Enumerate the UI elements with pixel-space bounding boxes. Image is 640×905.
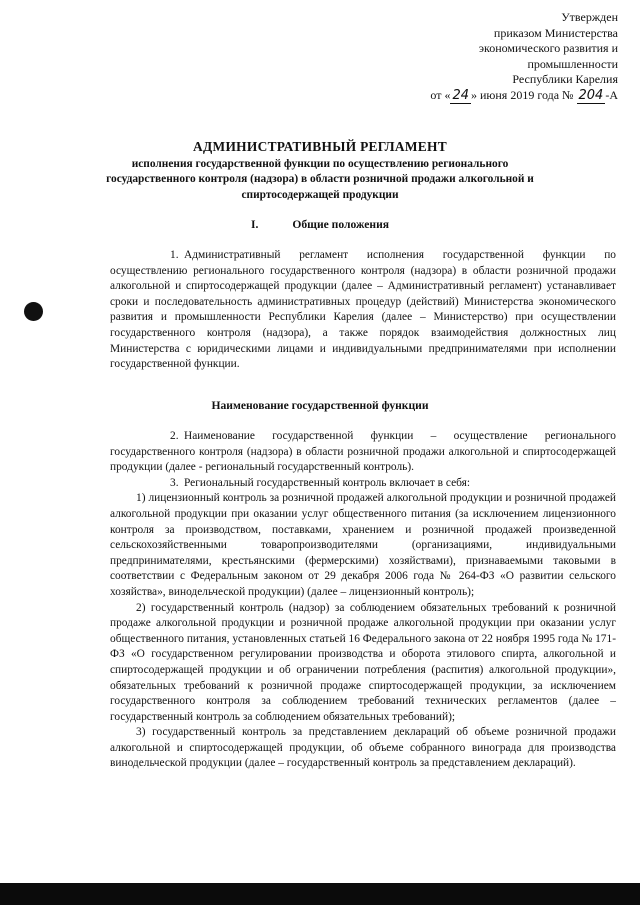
paragraph-block-2	[110, 429, 616, 772]
document-subtitle: исполнения государственной функции по осуществлению регионального государственного контроля (надзора) в области розничной продажи алкогольной и спиртосодержащей продукции	[106, 158, 534, 201]
list-item: 1) лицензионный контроль за розничной продажей алкогольной продукции и розничной продажей алкогольной продукции при оказании услуг общественного питания (за исключением лицензионного контроля за производством, поставками, хранением и розничной продажей произведенной сельскохозяйственными товаропроизводителями (организациями, индивидуальными предпринимателями, крестьянскими (фермерскими) хозяйствами), признаваемыми таковыми в соответствии с Федеральным законом от 29 декабря 2006 года № 264-ФЗ «О развитии сельского хозяйства», винодельческой продукции) (далее – лицензионный контроль);	[110, 492, 616, 598]
paragraph-number: 3.	[170, 476, 179, 489]
paragraph	[110, 476, 616, 492]
document-title: АДМИНИСТРАТИВНЫЙ РЕГЛАМЕНТ	[193, 139, 447, 154]
approval-date-line	[358, 88, 618, 104]
paragraph	[110, 248, 616, 373]
paragraph	[110, 429, 616, 476]
document-title-block	[100, 139, 540, 203]
handwritten-order-number: 204	[578, 87, 604, 103]
list-item: 3) государственный контроль за представлением деклараций об объеме розничной продажи алкогольной и спиртосодержащей продукции, об объеме собранного винограда для производства винодельческой продукции (далее – государственный контроль за представлением деклараций).	[110, 726, 616, 770]
section-title: Общие положения	[292, 218, 390, 231]
section-number: I.	[250, 218, 259, 231]
subsection-heading: Наименование государственной функции	[211, 399, 429, 412]
paragraph-text: Региональный государственный контроль включает в себя:	[184, 476, 471, 489]
paragraph-text: Административный регламент исполнения государственной функции по осуществлению регионального государственного контроля (надзора) в области розничной продажи алкогольной и спиртосодержащей продукции (далее – Административный регламент) устанавливает сроки и последовательность административных процедур (действий) Министерства экономического развития и промышленности Республики Карелия (далее – Министерство) при осуществлении государственного контроля (надзора), а также порядок взаимодействия должностных лиц Министерства с юридическими лицами и индивидуальными предпринимателями при исполнении государственной функции.	[110, 249, 616, 371]
handwritten-day: 24	[452, 87, 469, 103]
approval-stamp	[358, 10, 618, 104]
date-middle: » июня 2019 года №	[471, 87, 574, 102]
scan-border	[0, 883, 640, 905]
section-heading	[0, 218, 640, 231]
paragraph-block-1	[110, 248, 616, 373]
approval-line: экономического развития и	[478, 41, 618, 56]
punch-hole	[24, 302, 43, 321]
approval-line: промышленности	[527, 56, 618, 71]
paragraph-number: 1.	[170, 249, 179, 261]
paragraph-number: 2.	[170, 430, 179, 442]
approval-line: Утвержден	[561, 10, 618, 24]
approval-line: приказом Министерства	[493, 25, 618, 40]
list-item: 2) государственный контроль (надзор) за соблюдением обязательных требований к розничной продаже алкогольной продукции и розничной продаже алкогольной продукции при оказании услуг общественного питания, установленных статьей 16 Федерального закона от 22 ноября 1995 года № 171-ФЗ «О государственном регулировании производства и оборота этилового спирта, алкогольной и спиртосодержащей продукции и об ограничении потребления (распития) алкогольной продукции», обязательных требований к розничной продаже спиртосодержащей продукции, за исключением государственного контроля за соблюдением требований технических регламентов (далее – государственный контроль за соблюдением обязательных требований);	[110, 601, 616, 723]
date-suffix: -А	[605, 87, 618, 102]
approval-line: Республики Карелия	[512, 72, 618, 87]
date-prefix: от «	[430, 87, 451, 102]
paragraph-text: Наименование государственной функции – осуществление регионального государственного контроля (надзора) в области розничной продажи алкогольной и спиртосодержащей продукции (далее - региональный государственный контроль).	[110, 430, 616, 474]
